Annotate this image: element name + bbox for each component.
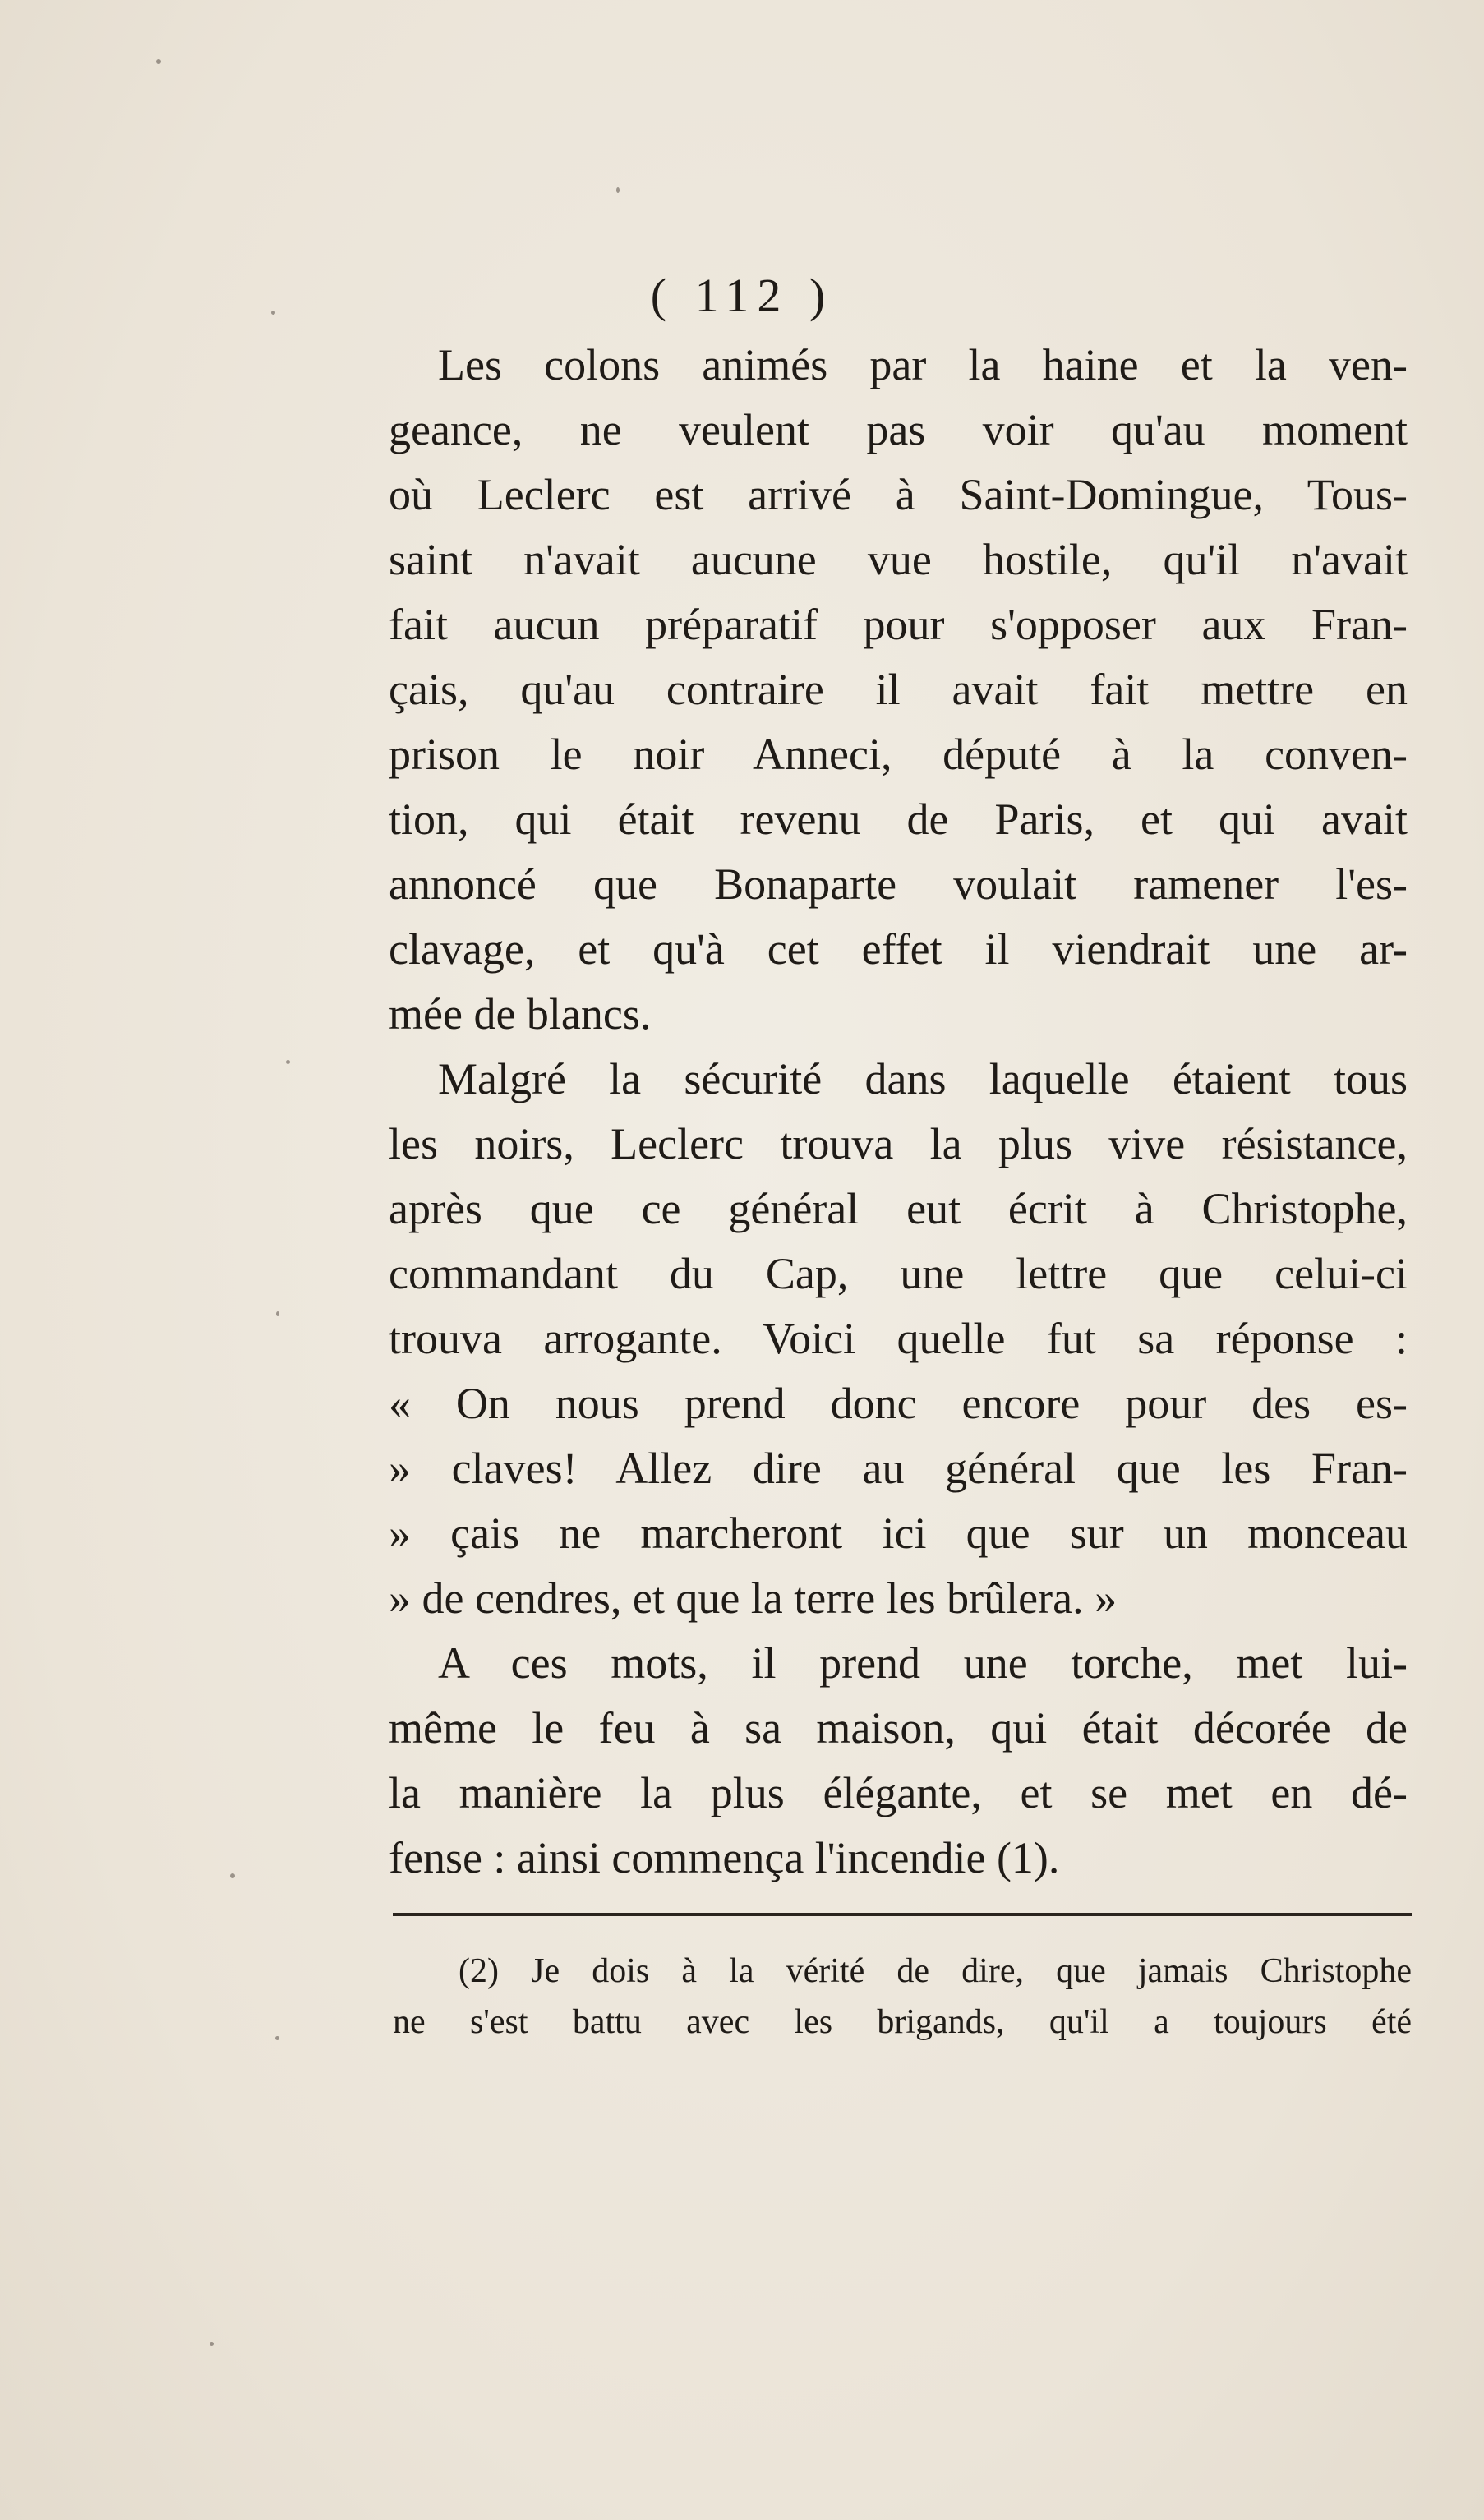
text-line: clavage, et qu'à cet effet il viendrait une ar-	[389, 924, 1408, 974]
paper-speck	[210, 2342, 214, 2346]
paper-speck	[276, 1311, 279, 1316]
text-line: prison le noir Anneci, député à la conven-	[389, 730, 1408, 779]
footnote-line: ne s'est battu avec les brigands, qu'il a toujours été	[393, 2003, 1412, 2041]
paper-speck	[286, 1060, 290, 1064]
text-line: saint n'avait aucune vue hostile, qu'il n'avait	[389, 535, 1408, 584]
footnote-line: (2) Je dois à la vérité de dire, que jamais Christophe	[459, 1952, 1412, 1990]
text-line: mée de blancs.	[389, 989, 652, 1039]
text-line: après que ce général eut écrit à Christophe,	[389, 1184, 1408, 1233]
text-line: fense : ainsi commença l'incendie (1).	[389, 1833, 1060, 1882]
paper-speck	[230, 1873, 235, 1878]
page-number: ( 112 )	[650, 269, 834, 322]
text-line: fait aucun préparatif pour s'opposer aux Fran-	[389, 600, 1408, 649]
text-line: Malgré la sécurité dans laquelle étaient tous	[438, 1054, 1408, 1103]
text-line: annoncé que Bonaparte voulait ramener l'es-	[389, 859, 1408, 909]
text-line: où Leclerc est arrivé à Saint-Domingue, Tous-	[389, 470, 1408, 519]
text-line: » çais ne marcheront ici que sur un monceau	[389, 1509, 1408, 1558]
text-line: même le feu à sa maison, qui était décorée de	[389, 1703, 1408, 1753]
text-line: « On nous prend donc encore pour des es-	[389, 1379, 1408, 1428]
paragraph	[389, 1631, 1408, 1891]
footnote	[393, 1946, 1412, 2048]
text-line: les noirs, Leclerc trouva la plus vive résistance,	[389, 1119, 1408, 1168]
text-line: geance, ne veulent pas voir qu'au moment	[389, 405, 1408, 454]
footnote-rule	[393, 1913, 1412, 1916]
text-line: tion, qui était revenu de Paris, et qui avait	[389, 795, 1408, 844]
paper-speck	[616, 187, 620, 193]
text-line: la manière la plus élégante, et se met en dé-	[389, 1768, 1408, 1817]
text-line: çais, qu'au contraire il avait fait mettre en	[389, 665, 1408, 714]
text-line: » de cendres, et que la terre les brûlera. »	[389, 1573, 1118, 1623]
text-line: A ces mots, il prend une torche, met lui-	[438, 1638, 1408, 1688]
text-line: Les colons animés par la haine et la ven-	[438, 340, 1408, 389]
paragraph	[389, 1047, 1408, 1631]
text-line: trouva arrogante. Voici quelle fut sa réponse :	[389, 1314, 1408, 1363]
paper-speck	[156, 59, 161, 64]
paper-speck	[275, 2036, 279, 2040]
paragraph	[389, 333, 1408, 1047]
body-text	[389, 333, 1408, 1891]
text-line: commandant du Cap, une lettre que celui-ci	[389, 1249, 1408, 1298]
text-line: » claves! Allez dire au général que les Fran-	[389, 1444, 1408, 1493]
